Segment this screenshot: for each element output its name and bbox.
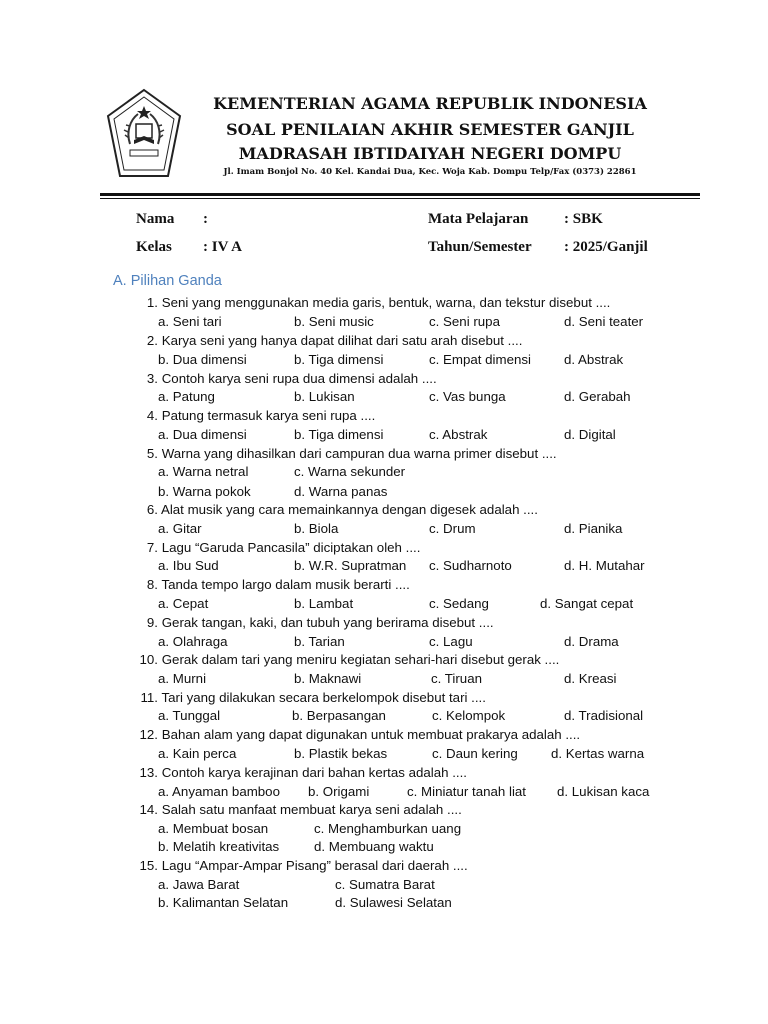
option-d: d. Abstrak: [564, 352, 624, 367]
option-c: c. Miniatur tanah liat: [407, 784, 526, 799]
question-7: [130, 539, 420, 557]
option-b: b. Tarian: [294, 634, 345, 649]
option-b: b. Berpasangan: [292, 708, 386, 723]
option-d: d. Digital: [564, 427, 616, 442]
option-d: d. Membuang waktu: [314, 839, 434, 854]
question-number: 4.: [146, 408, 158, 423]
option-a: a. Anyaman bamboo: [158, 784, 280, 799]
question-text: Salah satu manfaat membuat karya seni adalah ....: [161, 802, 462, 817]
question-number: 5.: [146, 446, 158, 461]
question-text: Patung termasuk karya seni rupa ....: [161, 408, 376, 423]
question-text: Tari yang dilakukan secara berkelompok disebut tari ....: [161, 690, 486, 705]
options-9: [0, 633, 768, 651]
option-b: b. Melatih kreativitas: [158, 839, 280, 854]
question-text: Warna yang dihasilkan dari campuran dua warna primer disebut ....: [161, 446, 557, 461]
mapel-label: Mata Pelajaran: [428, 211, 529, 227]
options-13: [0, 783, 768, 801]
option-d: d. Tradisional: [564, 708, 644, 723]
question-text: Karya seni yang hanya dapat dilihat dari satu arah disebut ....: [161, 333, 523, 348]
option-a: a. Jawa Barat: [158, 877, 240, 892]
options-5-row-2: [0, 483, 768, 501]
option-a: a. Kain perca: [158, 746, 237, 761]
question-text: Lagu “Ampar-Ampar Pisang” berasal dari daerah ....: [161, 858, 468, 873]
nama-value: :: [203, 211, 208, 227]
options-15-row-1: [0, 876, 768, 894]
options-4: [0, 426, 768, 444]
question-number: 7.: [146, 540, 158, 555]
options-15-row-2: [0, 894, 768, 912]
option-a: b. Dua dimensi: [158, 352, 247, 367]
tahun-value: : 2025/Ganjil: [564, 239, 648, 255]
question-12: [130, 726, 580, 744]
question-number: 6.: [146, 502, 158, 517]
question-number: 1.: [146, 295, 158, 310]
question-text: Alat musik yang cara memainkannya dengan digesek adalah ....: [160, 502, 538, 517]
option-a: a. Warna netral: [158, 464, 249, 479]
option-d: d. Lukisan kaca: [557, 784, 650, 799]
option-d: d. Kertas warna: [551, 746, 645, 761]
option-c: c. Drum: [429, 521, 476, 536]
question-4: [130, 407, 375, 425]
option-a: a. Cepat: [158, 596, 209, 611]
options-14-row-2: [0, 838, 768, 856]
option-c: c. Kelompok: [432, 708, 506, 723]
option-b: b. Tiga dimensi: [294, 352, 384, 367]
header-line-1: KEMENTERIAN AGAMA REPUBLIK INDONESIA: [213, 94, 647, 113]
option-a: a. Seni tari: [158, 314, 222, 329]
option-c: c. Seni rupa: [429, 314, 500, 329]
header-divider-thick: [100, 193, 700, 196]
option-d: d. Gerabah: [564, 389, 631, 404]
option-d: d. Sulawesi Selatan: [335, 895, 452, 910]
options-14-row-1: [0, 820, 768, 838]
option-c: c. Lagu: [429, 634, 473, 649]
options-2: [0, 351, 768, 369]
question-13: [130, 764, 467, 782]
kelas-value: : IV A: [203, 239, 242, 255]
mapel-value: : SBK: [564, 211, 603, 227]
question-15: [130, 857, 468, 875]
question-8: [130, 576, 410, 594]
options-8: [0, 595, 768, 613]
option-a: a. Membuat bosan: [158, 821, 269, 836]
option-d: d. Kreasi: [564, 671, 617, 686]
option-d: d. Warna panas: [294, 484, 388, 499]
option-c: c. Daun kering: [432, 746, 518, 761]
option-c: c. Empat dimensi: [429, 352, 531, 367]
question-text: Lagu “Garuda Pancasila” diciptakan oleh ....: [161, 540, 421, 555]
header-line-2: SOAL PENILAIAN AKHIR SEMESTER GANJIL: [226, 120, 634, 139]
section-title: A. Pilihan Ganda: [113, 273, 222, 289]
option-a: a. Gitar: [158, 521, 202, 536]
options-12: [0, 745, 768, 763]
option-c: c. Sudharnoto: [429, 558, 512, 573]
option-d: d. Drama: [564, 634, 619, 649]
option-c: c. Warna sekunder: [294, 464, 406, 479]
kelas-label: Kelas: [136, 239, 172, 255]
option-b: b. Plastik bekas: [294, 746, 388, 761]
question-number: 3.: [146, 371, 158, 386]
tahun-label: Tahun/Semester: [428, 239, 532, 255]
question-text: Gerak tangan, kaki, dan tubuh yang berirama disebut ....: [161, 615, 494, 630]
question-text: Tanda tempo largo dalam musik berarti ....: [161, 577, 410, 592]
question-number: 13.: [139, 765, 158, 780]
header-divider-thin: [100, 198, 700, 199]
question-text: Gerak dalam tari yang meniru kegiatan sehari-hari disebut gerak ....: [161, 652, 560, 667]
options-6: [0, 520, 768, 538]
option-a: a. Ibu Sud: [158, 558, 219, 573]
option-c: c. Menghamburkan uang: [314, 821, 462, 836]
question-11: [130, 689, 486, 707]
question-text: Contoh karya kerajinan dari bahan kertas adalah ....: [161, 765, 467, 780]
option-c: c. Abstrak: [429, 427, 488, 442]
question-number: 15.: [139, 858, 158, 873]
option-b: b. Maknawi: [294, 671, 362, 686]
question-2: [130, 332, 522, 350]
question-3: [130, 370, 437, 388]
question-14: [130, 801, 462, 819]
option-b: b. Seni music: [294, 314, 374, 329]
question-number: 2.: [146, 333, 158, 348]
question-text: Contoh karya seni rupa dua dimensi adalah ....: [161, 371, 437, 386]
option-b: b. Kalimantan Selatan: [158, 895, 289, 910]
options-5-row-1: [0, 463, 768, 481]
question-number: 11.: [140, 690, 158, 705]
question-number: 14.: [139, 802, 158, 817]
option-a: a. Dua dimensi: [158, 427, 247, 442]
header-address: Jl. Imam Bonjol No. 40 Kel. Kandai Dua, Kec. Woja Kab. Dompu Telp/Fax (0373) 22861: [223, 167, 637, 177]
option-a: a. Olahraga: [158, 634, 228, 649]
question-number: 9.: [146, 615, 158, 630]
option-a: a. Murni: [158, 671, 207, 686]
options-3: [0, 388, 768, 406]
question-6: [130, 501, 538, 519]
option-a: a. Tunggal: [158, 708, 221, 723]
question-number: 8.: [146, 577, 158, 592]
option-b: b. Origami: [308, 784, 370, 799]
option-b: b. Lambat: [294, 596, 354, 611]
option-d: d. Seni teater: [564, 314, 644, 329]
options-10: [0, 670, 768, 688]
option-c: c. Sumatra Barat: [335, 877, 435, 892]
option-d: d. H. Mutahar: [564, 558, 645, 573]
options-1: [0, 313, 768, 331]
nama-label: Nama: [136, 211, 175, 227]
option-c: c. Tiruan: [431, 671, 482, 686]
option-c: c. Sedang: [429, 596, 489, 611]
option-b: b. W.R. Supratman: [294, 558, 407, 573]
options-7: [0, 557, 768, 575]
question-number: 10.: [139, 652, 158, 667]
option-d: d. Pianika: [564, 521, 623, 536]
question-text: Seni yang menggunakan media garis, bentuk, warna, dan tekstur disebut ....: [161, 295, 611, 310]
question-text: Bahan alam yang dapat digunakan untuk membuat prakarya adalah ....: [161, 727, 581, 742]
header-line-3: MADRASAH IBTIDAIYAH NEGERI DOMPU: [238, 144, 622, 163]
question-5: [130, 445, 557, 463]
option-d: d. Sangat cepat: [540, 596, 634, 611]
question-1: [130, 294, 610, 312]
option-a: a. Patung: [158, 389, 215, 404]
question-9: [130, 614, 494, 632]
options-11: [0, 707, 768, 725]
option-b: b. Tiga dimensi: [294, 427, 384, 442]
option-b: b. Lukisan: [294, 389, 355, 404]
question-10: [130, 651, 559, 669]
option-b: b. Biola: [294, 521, 339, 536]
option-b: b. Warna pokok: [158, 484, 251, 499]
question-number: 12.: [139, 727, 158, 742]
option-c: c. Vas bunga: [429, 389, 506, 404]
